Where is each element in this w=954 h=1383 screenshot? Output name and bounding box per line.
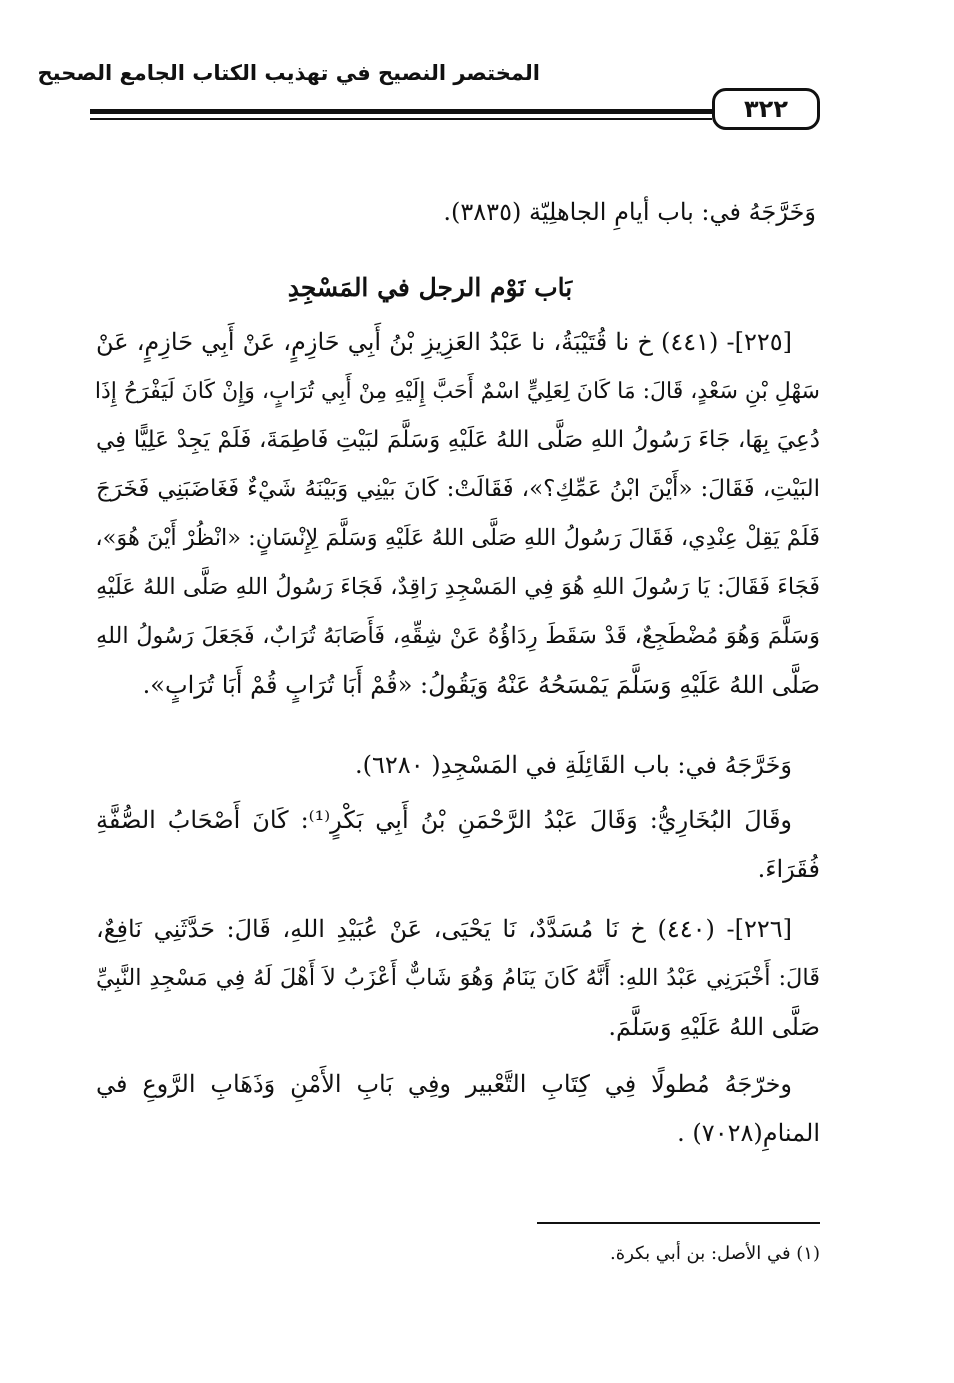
header-rule-thick xyxy=(90,109,712,114)
hadith-226 xyxy=(96,905,820,1052)
hadith-226-takhrij xyxy=(96,1060,820,1158)
hadith-225-line: سَهْلِ بْنِ سَعْدٍ، قَالَ: مَا كَانَ لِعَلِيٍّ اسْمٌ أَحَبَّ إِلَيْهِ مِنْ أَبِي تُرَابٍ، وَإِنْ كَانَ لَيَفْرَحُ إِذَا xyxy=(94,379,820,404)
chapter-heading: بَاب نَوْم الرجل في المَسْجِدِ xyxy=(287,273,573,302)
hadith-225-line: البَيْتِ، فَقَالَ: «أَيْنَ ابْنُ عَمِّكِ؟»، فَقَالَتْ: كَانَ بَيْنِي وَبَيْنَهُ شَيْءٌ فَغَاضَبَنِي فَخَرَجَ xyxy=(96,476,820,502)
hadith-225-line: صَلَّى اللهُ عَلَيْهِ وَسَلَّمَ يَمْسَحُهُ عَنْهُ وَيَقُولُ: «قُمْ أَبَا تُرَابٍ قُمْ أَبَا تُرَابٍ». xyxy=(142,671,820,699)
hadith-226-line: [٢٢٦]- (٤٤٠) خ نَا مُسَدَّدٌ، نَا يَحْيَى، عَنْ عُبَيْدِ اللهِ، قَالَ: حَدَّثَنِي نَافِعٌ، xyxy=(96,915,792,943)
hadith-226-takhrij-line: المنامِ(٧٠٢٨) . xyxy=(677,1119,820,1147)
hadith-225-line: فَجَاءَ فَقَالَ: يَا رَسُولَ اللهِ هُوَ فِي المَسْجِدِ رَاقِدٌ، فَجَاءَ رَسُولُ اللهِ صَلَّى اللهُ عَلَيْهِ xyxy=(96,574,820,600)
running-title: المختصر النصيح في تهذيب الكتاب الجامع الصحيح xyxy=(37,61,540,85)
hadith-226-takhrij-line: وخرّجَهُ مُطولًا فِي كِتَابِ التَّعْبير وفِي بَابِ الأَمْنِ وَذَهَابِ الرَّوعِ في xyxy=(96,1070,792,1098)
bukhari-note-line: وقَالَ البُخَارِيُّ: وَقَالَ عَبْدُ الرَّحْمَنِ بْنُ أَبِي بَكْرٍ⁽¹⁾: كَانَ أَصْحَابُ الصُّفَّةِ xyxy=(96,806,793,834)
hadith-226-line: صَلَّى اللهُ عَلَيْهِ وَسَلَّمَ. xyxy=(608,1013,820,1041)
footnote-rule xyxy=(537,1222,820,1224)
page-number-text: ٣٢٢ xyxy=(744,95,788,123)
hadith-225-line: دُعِيَ بِهَا، جَاءَ رَسُولُ اللهِ صَلَّى اللهُ عَلَيْهِ وَسَلَّمَ لبَيْتِ فَاطِمَةَ، فَلَمْ يَجِدْ عَلِيًّا فِي xyxy=(96,427,820,453)
bukhari-note xyxy=(96,796,820,894)
page-number xyxy=(712,88,820,130)
hadith-226-line: قَالَ: أَخْبَرَنِي عَبْدُ اللهِ: أَنَّهُ كَانَ يَنَامُ وَهُوَ شَابٌّ أَعْزَبُ لاَ أَهْلَ لَهُ فِي مَسْجِدِ النَّبِيِّ xyxy=(96,965,820,991)
hadith-225-line: [٢٢٥]- (٤٤١) خ نا قُتَيْبَةُ، نا عَبْدُ العَزِيزِ بْنُ أَبِي حَازِمٍ، عَنْ أَبِي حَازِمٍ، عَنْ xyxy=(96,328,792,356)
bukhari-note-line: فُقَرَاءَ. xyxy=(757,855,820,883)
footnote: (١) في الأصل: بن أبي بكرة. xyxy=(610,1243,820,1264)
hadith-225-takhrij: وَخَرَّجَهُ في: باب القَائِلَةِ في المَسْجِدِ( ٦٢٨٠). xyxy=(355,751,792,779)
intro-line: وَخَرَّجَهُ في: باب أيامِ الجاهلِيّة (٣٨٣٥). xyxy=(443,198,816,226)
hadith-225 xyxy=(96,318,820,710)
header-rule-thin xyxy=(90,118,712,120)
hadith-225-line: فَلَمْ يَقِلْ عِنْدِي، فَقَالَ رَسُولُ اللهِ صَلَّى اللهُ عَلَيْهِ وَسَلَّمَ لِإِنْسَانٍ: «انْظُرْ أَيْنَ هُوَ»، xyxy=(95,525,820,551)
hadith-225-line: وَسَلَّمَ وَهُوَ مُضْطَجِعٌ، قَدْ سَقَطَ رِدَاؤُهُ عَنْ شِقِّهِ، فَأَصَابَهُ تُرَابٌ، فَجَعَلَ رَسُولُ اللهِ xyxy=(96,623,820,649)
